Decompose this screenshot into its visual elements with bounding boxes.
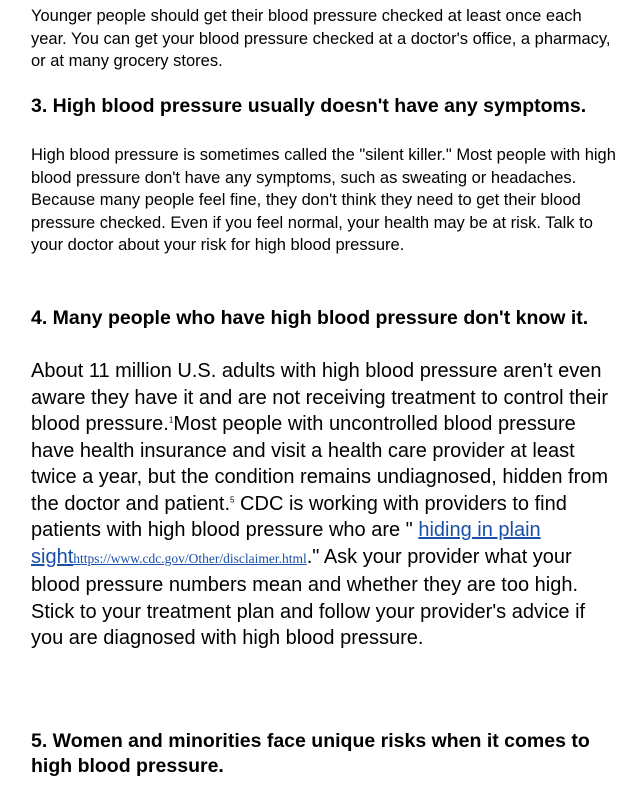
disclaimer-url-link[interactable]: https://www.cdc.gov/Other/disclaimer.html: [73, 550, 307, 566]
section-4-text-3: CDC is working with providers to find patients with high blood pressure who are ": [31, 492, 567, 541]
section-5-heading: 5. Women and minorities face unique risks when it comes to high blood pressure.: [31, 730, 590, 777]
section-4-text-2: Most people with uncontrolled blood pressure have health insurance and visit a health care provider at least twice a year, but the condition remains undiagnosed, hidden from the doctor and patient.: [31, 413, 609, 515]
intro-paragraph: Younger people should get their blood pressure checked at least once each year. You can get your blood pressure checked at a doctor's office, a pharmacy, or at many grocery stores.: [31, 7, 611, 70]
section-4-paragraph: [31, 358, 621, 652]
reference-5[interactable]: 5: [230, 494, 235, 504]
section-3-paragraph: High blood pressure is sometimes called the "silent killer." Most people with high blood pressure don't have any symptoms, such as sweating or headaches. Because many people feel fine, they don't think they need to get their blood pressure checked. Even if you feel normal, your health may be at risk. Talk to your doctor about your risk for high blood pressure.: [31, 146, 616, 254]
section-4-text-1: About 11 million U.S. adults with high blood pressure aren't even aware they have it and are not receiving treatment to control their blood pressure.: [31, 360, 608, 435]
section-3-heading: 3. High blood pressure usually doesn't have any symptoms.: [31, 95, 587, 117]
section-4-text-4: ." Ask your provider what your blood pressure numbers mean and whether they are too high. Stick to your treatment plan and follow your provider's advice if you are diagnosed with high blood pressure.: [31, 545, 586, 649]
section-4-heading: 4. Many people who have high blood pressure don't know it.: [31, 307, 589, 329]
reference-1[interactable]: 1: [168, 415, 174, 425]
hiding-in-plain-sight-link[interactable]: hiding in plain sight: [31, 519, 541, 568]
